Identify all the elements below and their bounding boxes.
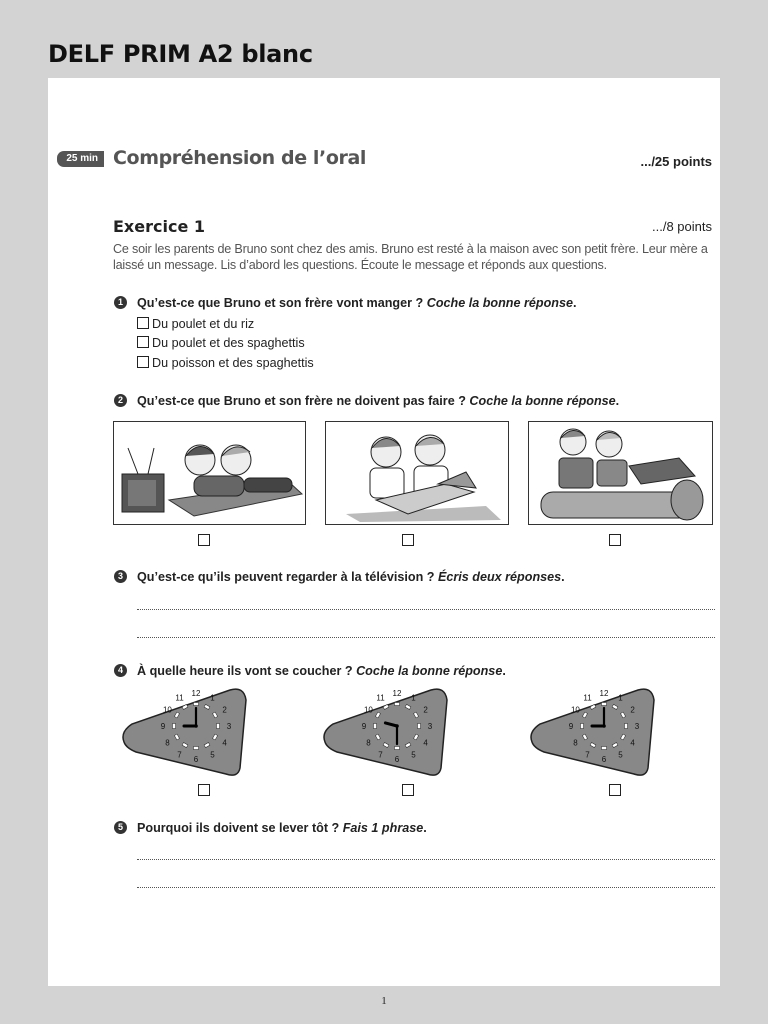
picture-checkbox-3[interactable]	[609, 534, 621, 546]
clock-1-icon	[118, 686, 254, 778]
question-5-instruction: Fais 1 phrase	[342, 821, 424, 835]
svg-text:3: 3	[226, 722, 232, 731]
svg-text:1: 1	[411, 693, 416, 703]
svg-text:9: 9	[568, 722, 574, 731]
svg-text:12: 12	[392, 689, 402, 698]
clock-3-icon	[526, 686, 662, 778]
question-4-instruction: Coche la bonne réponse	[356, 664, 503, 678]
svg-text:9: 9	[361, 722, 367, 731]
svg-text:8: 8	[165, 738, 170, 748]
document-title: DELF PRIM A2 blanc	[48, 40, 313, 68]
svg-text:7: 7	[378, 750, 383, 760]
worksheet-page	[48, 78, 720, 986]
svg-text:4: 4	[630, 738, 635, 748]
svg-text:6: 6	[193, 755, 199, 764]
svg-text:1: 1	[618, 693, 623, 703]
question-number-5: 5	[114, 821, 127, 834]
checkbox[interactable]	[137, 356, 149, 368]
time-badge: 25 min	[57, 151, 104, 167]
question-3-text: Qu’est-ce qu’ils peuvent regarder à la télévision ? Écris deux réponses.	[137, 570, 565, 584]
section-points: .../25 points	[640, 154, 712, 169]
svg-text:12: 12	[191, 689, 201, 698]
svg-text:7: 7	[177, 750, 182, 760]
svg-text:8: 8	[366, 738, 371, 748]
svg-text:2: 2	[423, 705, 428, 715]
exercise-points: .../8 points	[652, 219, 712, 234]
svg-text:3: 3	[427, 722, 433, 731]
option-1b[interactable]: Du poulet et des spaghettis	[137, 336, 305, 350]
clock-checkbox-3[interactable]	[609, 784, 621, 796]
svg-text:3: 3	[634, 722, 640, 731]
svg-text:4: 4	[423, 738, 428, 748]
option-1c[interactable]: Du poisson et des spaghettis	[137, 356, 314, 370]
clock-checkbox-1[interactable]	[198, 784, 210, 796]
kids-reading-on-sofa-icon	[528, 421, 713, 525]
kids-watching-tv-icon	[113, 421, 306, 525]
question-2-text: Qu’est-ce que Bruno et son frère ne doivent pas faire ? Coche la bonne réponse.	[137, 394, 620, 408]
svg-text:5: 5	[210, 750, 215, 760]
svg-text:6: 6	[394, 755, 400, 764]
question-number-1: 1	[114, 296, 127, 309]
section-title: Compréhension de l’oral	[113, 147, 366, 169]
question-number-3: 3	[114, 570, 127, 583]
picture-checkbox-2[interactable]	[402, 534, 414, 546]
answer-line[interactable]	[137, 637, 715, 638]
svg-text:4: 4	[222, 738, 227, 748]
svg-text:5: 5	[618, 750, 623, 760]
svg-text:10: 10	[570, 705, 580, 715]
exercise-intro: Ce soir les parents de Bruno sont chez des amis. Bruno est resté à la maison avec son petit frère. Leur mère a laissé un message. Lis d’abord les questions. Écoute le message et réponds aux questions.	[113, 242, 708, 272]
question-4-text: À quelle heure ils vont se coucher ? Coche la bonne réponse.	[137, 664, 506, 678]
svg-text:11: 11	[583, 693, 592, 703]
svg-text:12: 12	[599, 689, 609, 698]
picture-checkbox-1[interactable]	[198, 534, 210, 546]
answer-line[interactable]	[137, 887, 715, 888]
checkbox[interactable]	[137, 336, 149, 348]
question-number-2: 2	[114, 394, 127, 407]
svg-text:10: 10	[162, 705, 172, 715]
question-1-instruction: Coche la bonne réponse	[426, 296, 573, 310]
svg-text:6: 6	[601, 755, 607, 764]
kids-using-laptop-icon	[325, 421, 509, 525]
svg-text:2: 2	[222, 705, 227, 715]
svg-text:11: 11	[175, 693, 184, 703]
svg-text:7: 7	[585, 750, 590, 760]
option-1a[interactable]: Du poulet et du riz	[137, 317, 254, 331]
svg-text:8: 8	[573, 738, 578, 748]
svg-text:10: 10	[363, 705, 373, 715]
svg-text:5: 5	[411, 750, 416, 760]
question-1-text: Qu’est-ce que Bruno et son frère vont manger ? Coche la bonne réponse.	[137, 296, 577, 310]
svg-text:1: 1	[210, 693, 215, 703]
page-number: 1	[381, 995, 387, 1007]
answer-line[interactable]	[137, 859, 715, 860]
question-3-instruction: Écris deux réponses	[437, 570, 562, 584]
question-2-instruction: Coche la bonne réponse	[469, 394, 616, 408]
clock-checkbox-2[interactable]	[402, 784, 414, 796]
answer-line[interactable]	[137, 609, 715, 610]
clock-2-icon	[319, 686, 455, 778]
question-number-4: 4	[114, 664, 127, 677]
exercise-title: Exercice 1	[113, 217, 205, 236]
svg-text:11: 11	[376, 693, 385, 703]
question-5-text: Pourquoi ils doivent se lever tôt ? Fais 1 phrase.	[137, 821, 427, 835]
svg-text:9: 9	[160, 722, 166, 731]
checkbox[interactable]	[137, 317, 149, 329]
svg-text:2: 2	[630, 705, 635, 715]
